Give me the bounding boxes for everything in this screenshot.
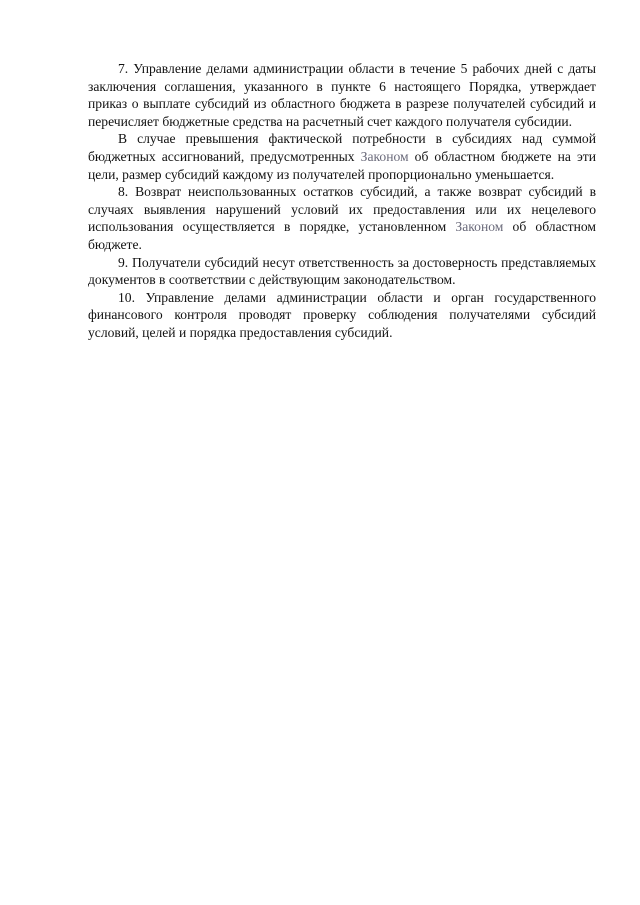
paragraph-7: [88, 60, 596, 130]
paragraph-8-text-before: 8. Возврат неиспользованных остатков субсидий, а также возврат субсидий в случаях выявления нарушений условий их предоставления или их нецелевого использования осуществляется в порядке, установленном: [88, 184, 596, 235]
paragraph-9: [88, 254, 596, 289]
paragraph-7-continuation-text-before: В случае превышения фактической потребности в субсидиях над суммой бюджетных ассигнований, предусмотренных: [88, 131, 596, 164]
paragraph-7-continuation: [88, 130, 596, 183]
paragraph-7-text: 7. Управление делами администрации области в течение 5 рабочих дней с даты заключения соглашения, указанного в пункте 6 настоящего Порядка, утверждает приказ о выплате субсидий из областного бюджета в разрезе получателей субсидий и перечисляет бюджетные средства на расчетный счет каждого получателя субсидии.: [88, 61, 596, 129]
paragraph-10-text: 10. Управление делами администрации области и орган государственного финансового контроля проводят проверку соблюдения получателями субсидий условий, целей и порядка предоставления субсидий.: [88, 289, 596, 340]
paragraph-8: [88, 183, 596, 253]
paragraph-7-continuation-text-after: об областном бюджете на эти цели, размер субсидий каждому из получателей пропорционально уменьшается.: [88, 148, 596, 182]
paragraph-10: [88, 289, 596, 342]
law-link[interactable]: Законом: [455, 219, 504, 235]
paragraph-8-text-after: об областном бюджете.: [88, 219, 596, 252]
paragraph-9-text: 9. Получатели субсидий несут ответственность за достоверность представляемых документов в соответствии с действующим законодательством.: [88, 254, 596, 288]
document-body: [88, 60, 596, 342]
law-link[interactable]: Законом: [360, 148, 409, 164]
